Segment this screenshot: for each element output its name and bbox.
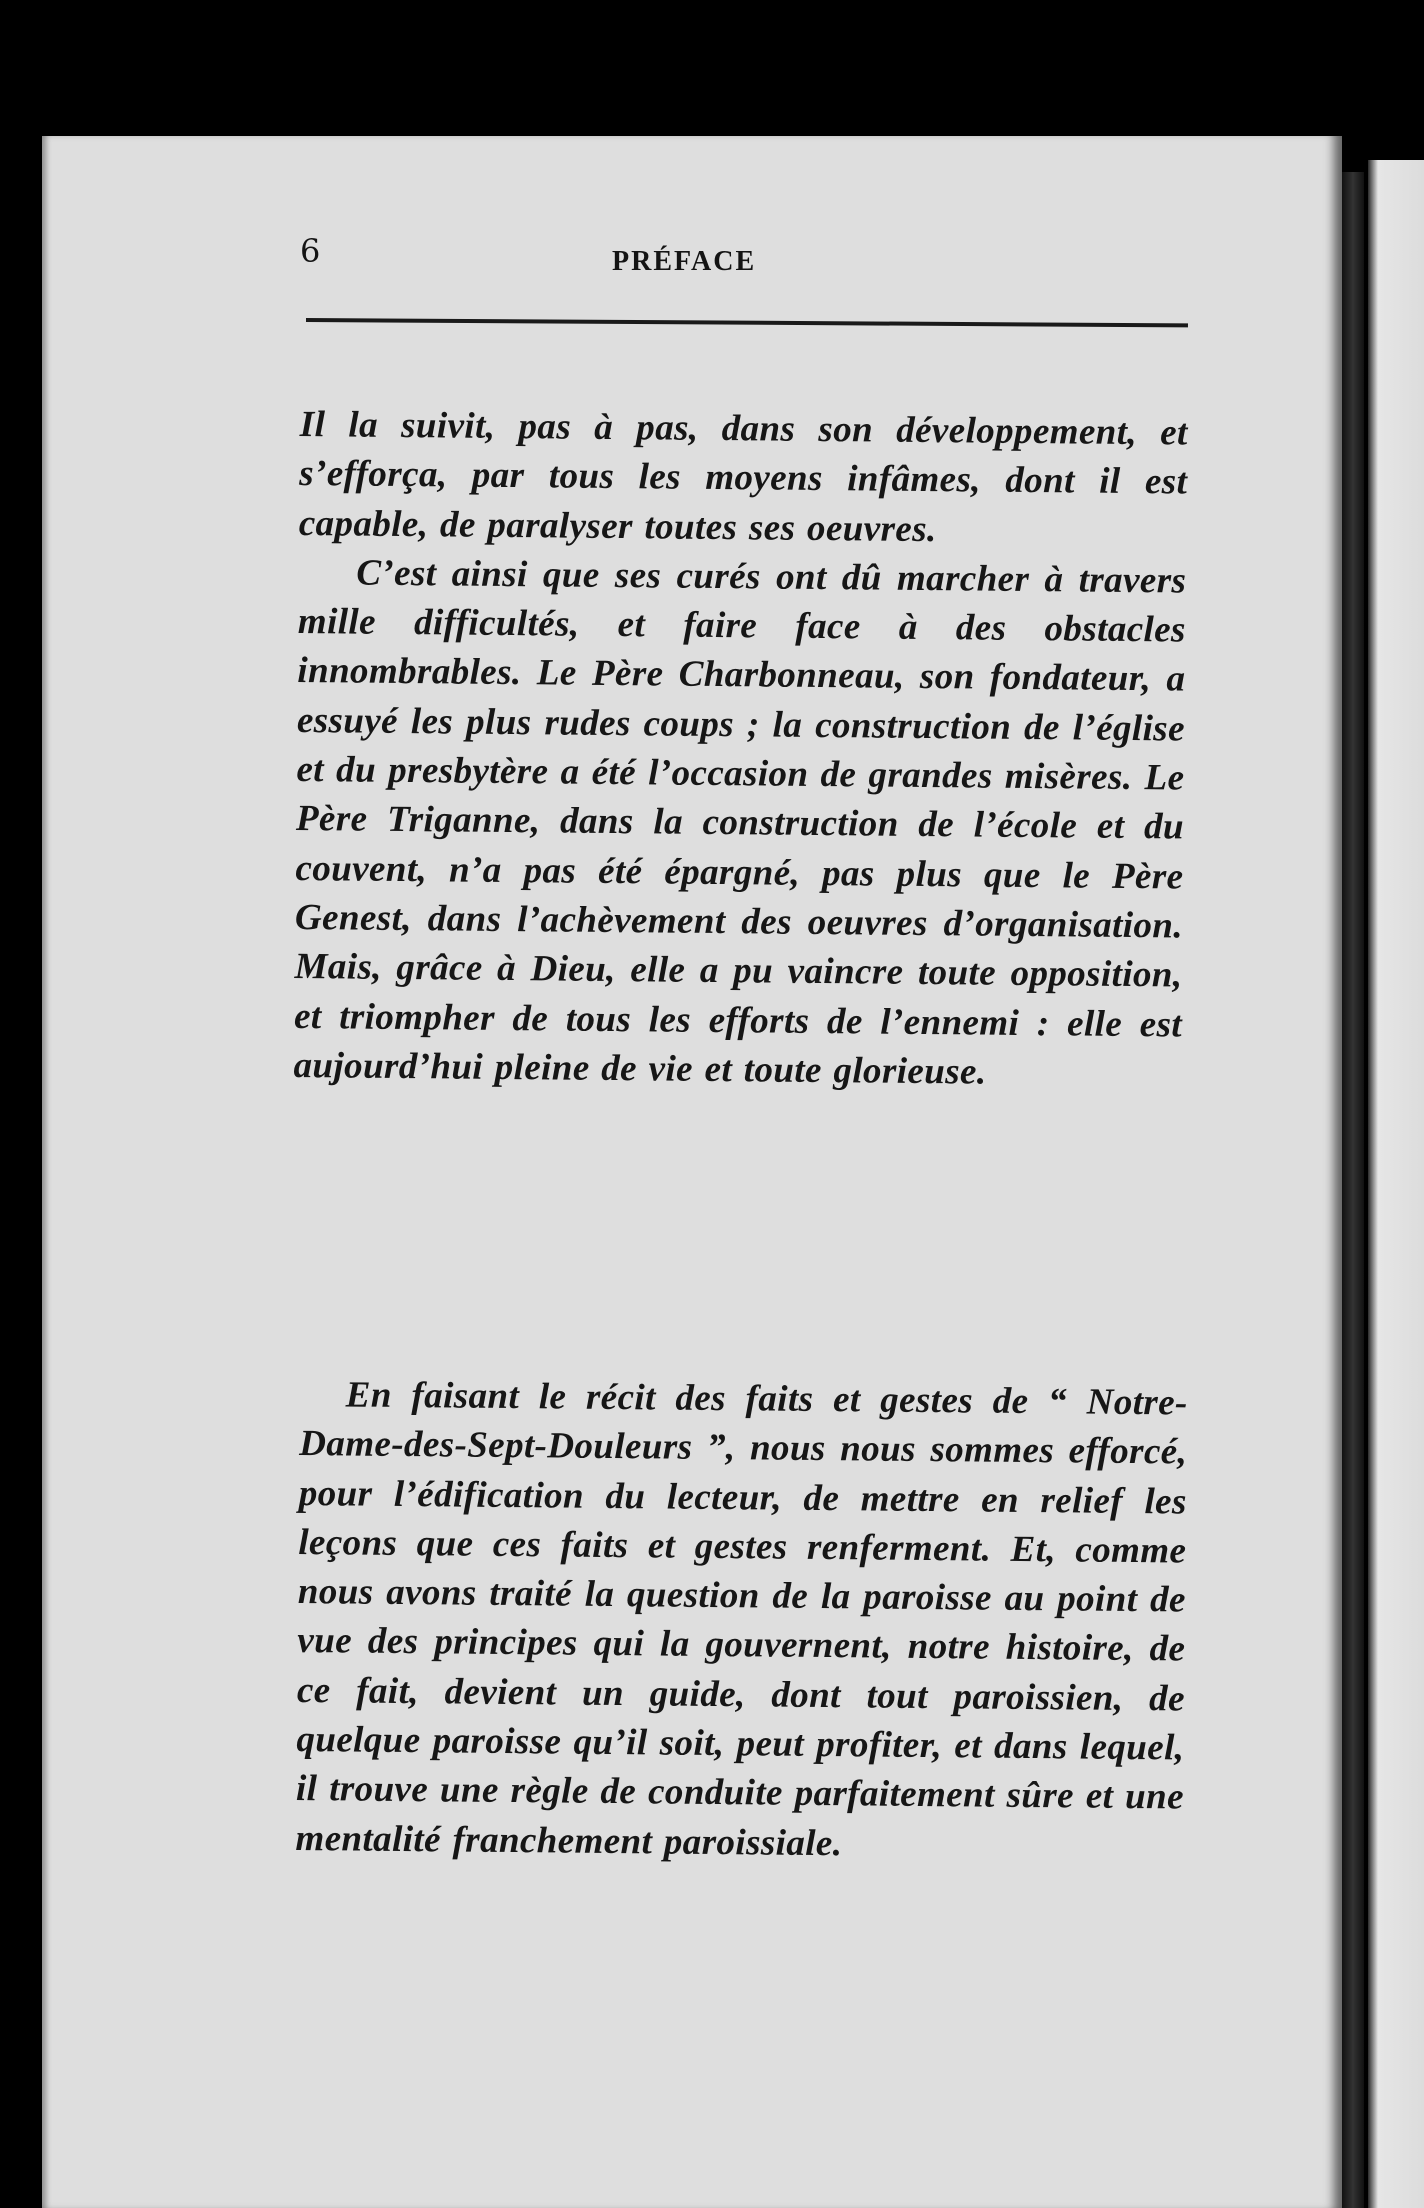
body-paragraph [295, 1370, 1188, 1871]
paragraph-text: Il la suivit, pas à pas, dans son développement, et s’efforça, par tous les moyens infâmes, dont il est capable, de paralyser toutes ses oeuvres. [298, 403, 1188, 550]
scan-speck [794, 72, 799, 77]
page-number: 6 [300, 232, 322, 270]
paragraph-text: C’est ainsi que ses curés ont dû marcher à travers mille difficultés, et faire face à des obstacles innombrables. Le Père Charbonneau, son fondateur, a essuyé les plus rudes coups ; la construction de l’église et du presbytère a été l’occasion de grandes misères. Le Père Triganne, dans la construction de l’école et du couvent, n’a pas été épargné, pas plus que le Père Genest, dans l’achèvement des oeuvres d’organisation. Mais, grâce à Dieu, elle a pu vaincre toute opposition, et triompher de tous les efforts de l’ennemi : elle est aujourd’hui pleine de vie et toute glorieuse. [293, 552, 1187, 1093]
scan-speck [720, 22, 726, 32]
running-head: PRÉFACE [612, 246, 757, 277]
next-page-edge [1368, 160, 1424, 2208]
paragraph-text: En faisant le récit des faits et gestes de “ Notre-Dame-des-Sept-Douleurs ”, nous nous sommes efforcé, pour l’édification du lecteur, de mettre en relief les leçons que ces faits et gestes renferment. Et, comme nous avons traité la question de la paroisse au point de vue des principes qui la gouvernent, notre histoire, de ce fait, devient un guide, dont tout paroissien, de quelque paroisse qu’il soit, peut profiter, et dans lequel, il trouve une règle de conduite parfaitement sûre et une mentalité franchement paroissiale. [295, 1374, 1188, 1864]
body-paragraph [293, 400, 1188, 1099]
